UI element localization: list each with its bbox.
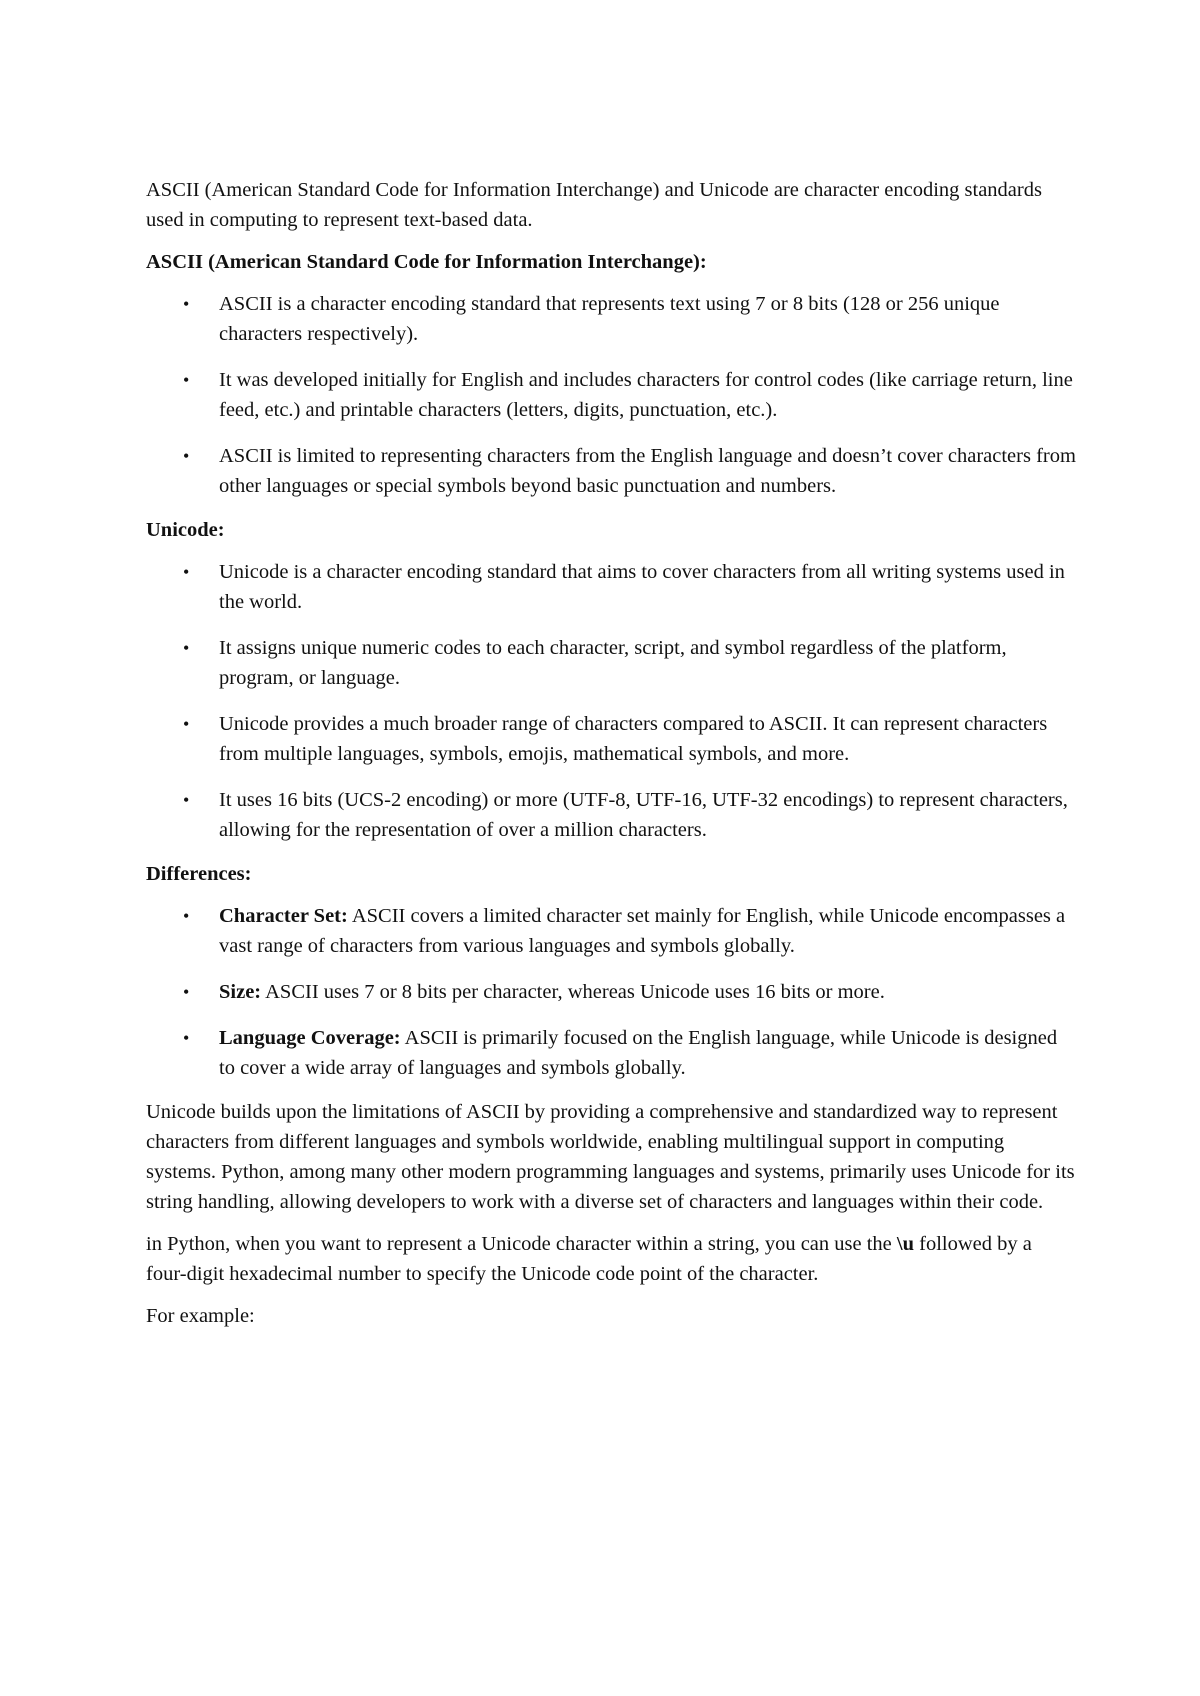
list-item bbox=[146, 289, 1076, 349]
python-note-before: in Python, when you want to represent a Unicode character within a string, you can use the bbox=[146, 1233, 897, 1255]
list-item bbox=[146, 785, 1076, 845]
python-note-paragraph bbox=[146, 1229, 1076, 1289]
list-item-text: It uses 16 bits (UCS-2 encoding) or more (UTF-8, UTF-16, UTF-32 encodings) to represent characters, allowing for the representation of over a million characters. bbox=[219, 789, 1068, 841]
python-note-after: followed by a four-digit hexadecimal number to specify the Unicode code point of the character. bbox=[146, 1233, 1032, 1285]
bullet-icon: • bbox=[183, 1028, 190, 1048]
list-item-text: ASCII is limited to representing characters from the English language and doesn’t cover characters from other languages or special symbols beyond basic punctuation and numbers. bbox=[219, 445, 1076, 497]
difference-term: Size: bbox=[219, 981, 262, 1003]
list-item-text: Unicode is a character encoding standard that aims to cover characters from all writing systems used in the world. bbox=[219, 561, 1065, 613]
differences-bullet-list bbox=[146, 901, 1076, 1083]
list-item bbox=[146, 901, 1076, 961]
list-item bbox=[146, 557, 1076, 617]
difference-text: ASCII covers a limited character set mainly for English, while Unicode encompasses a vast range of characters from various languages and symbols globally. bbox=[219, 905, 1066, 957]
ascii-bullet-list bbox=[146, 289, 1076, 501]
list-item bbox=[146, 365, 1076, 425]
bullet-icon: • bbox=[183, 638, 190, 658]
bullet-icon: • bbox=[183, 982, 190, 1002]
list-item bbox=[146, 977, 1076, 1007]
bullet-icon: • bbox=[183, 446, 190, 466]
list-item bbox=[146, 441, 1076, 501]
list-item bbox=[146, 633, 1076, 693]
unicode-escape-code: \u bbox=[896, 1233, 914, 1255]
difference-term: Character Set: bbox=[219, 905, 348, 927]
list-item bbox=[146, 709, 1076, 769]
unicode-bullet-list bbox=[146, 557, 1076, 845]
bullet-icon: • bbox=[183, 714, 190, 734]
bullet-icon: • bbox=[183, 370, 190, 390]
difference-term: Language Coverage: bbox=[219, 1027, 401, 1049]
difference-text: ASCII uses 7 or 8 bits per character, whereas Unicode uses 16 bits or more. bbox=[261, 981, 885, 1003]
example-label: For example: bbox=[146, 1305, 255, 1327]
bullet-icon: • bbox=[183, 906, 190, 926]
intro-paragraph: ASCII (American Standard Code for Information Interchange) and Unicode are character encoding standards used in computing to represent text-based data. bbox=[146, 179, 1042, 231]
list-item-text: It assigns unique numeric codes to each character, script, and symbol regardless of the platform, program, or language. bbox=[219, 637, 1007, 689]
summary-paragraph: Unicode builds upon the limitations of ASCII by providing a comprehensive and standardized way to represent characters from different languages and symbols worldwide, enabling multilingual support in computing systems. Python, among many other modern programming languages and systems, primarily uses Unicode for its string handling, allowing developers to work with a diverse set of characters and languages within their code. bbox=[146, 1101, 1075, 1213]
bullet-icon: • bbox=[183, 790, 190, 810]
ascii-heading: ASCII (American Standard Code for Information Interchange): bbox=[146, 251, 707, 273]
difference-text: ASCII is primarily focused on the English language, while Unicode is designed to cover a wide array of languages and symbols globally. bbox=[219, 1027, 1058, 1079]
list-item-text: It was developed initially for English and includes characters for control codes (like carriage return, line feed, etc.) and printable characters (letters, digits, punctuation, etc.). bbox=[219, 369, 1073, 421]
list-item-text: Unicode provides a much broader range of characters compared to ASCII. It can represent characters from multiple languages, symbols, emojis, mathematical symbols, and more. bbox=[219, 713, 1048, 765]
document-page bbox=[146, 175, 1076, 1343]
list-item-text: ASCII is a character encoding standard that represents text using 7 or 8 bits (128 or 256 unique characters respectively). bbox=[219, 293, 1000, 345]
bullet-icon: • bbox=[183, 562, 190, 582]
bullet-icon: • bbox=[183, 294, 190, 314]
differences-heading: Differences: bbox=[146, 863, 252, 885]
list-item bbox=[146, 1023, 1076, 1083]
unicode-heading: Unicode: bbox=[146, 519, 225, 541]
